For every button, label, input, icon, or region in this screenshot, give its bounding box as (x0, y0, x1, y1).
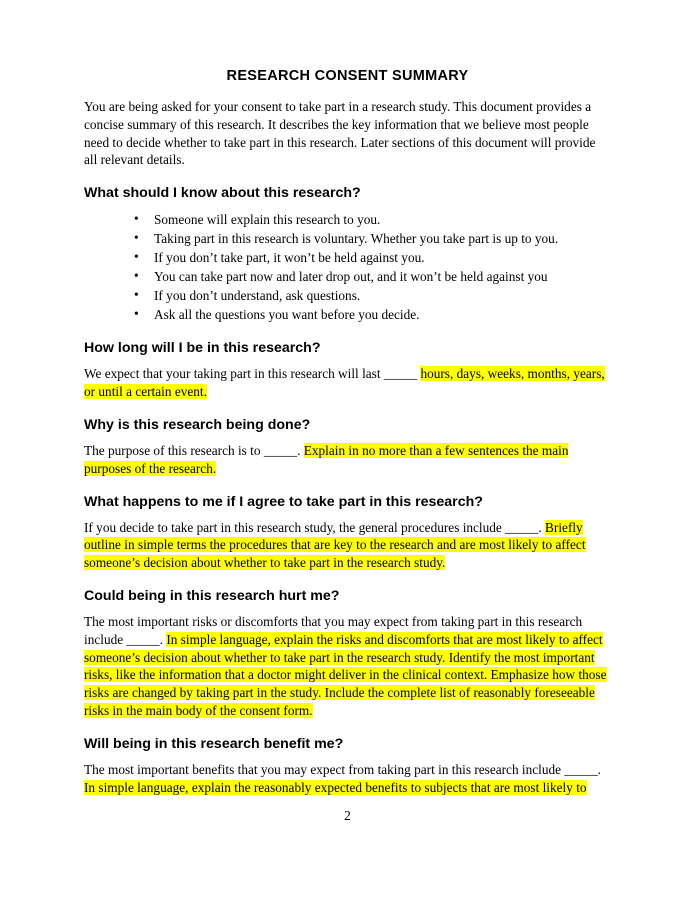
list-item: • You can take part now and later drop out, and it won’t be held against you (134, 267, 611, 286)
lead-text: The most important risks or discomforts that you may expect from taking part in this research include _____. (84, 613, 583, 647)
section-heading-what-should-i-know: What should I know about this research? (84, 185, 361, 202)
section-body-benefit-me (84, 761, 611, 797)
lead-text: The most important benefits that you may expect from taking part in this research include _____. (84, 761, 601, 777)
page-number: 2 (344, 808, 351, 823)
highlight-text: Explain in no more than a few sentences the main purposes of the research. (84, 442, 569, 476)
highlight-text: In simple language, explain the reasonably expected benefits to subjects that are most likely to (84, 779, 587, 795)
lead-text: If you decide to take part in this research study, the general procedures include _____. (84, 519, 542, 535)
list-item: • If you don’t understand, ask questions. (134, 286, 611, 305)
list-item: • Ask all the questions you want before you decide. (134, 305, 611, 324)
bullet-list-what-should-i-know (84, 210, 611, 324)
section-body-could-hurt-me (84, 613, 611, 720)
section-body-what-happens (84, 519, 611, 572)
highlight-text: In simple language, explain the risks and discomforts that are most likely to affect someone’s decision about whether to take part in the research study. Identify the most important risks, like the information that a doctor might deliver in the clinical context. Emphasize how those risks are changed by taking part in the study. Include the complete list of reasonably foreseeable risks in the main body of the consent form. (84, 631, 607, 718)
section-body-why-research (84, 442, 611, 478)
section-heading-benefit-me: Will being in this research benefit me? (84, 735, 344, 752)
lead-text: We expect that your taking part in this research will last _____ (84, 366, 418, 382)
highlight-text: Briefly outline in simple terms the procedures that are key to the research and are most likely to affect someone’s decision about whether to take part in the research study. (84, 519, 586, 571)
section-heading-could-hurt-me: Could being in this research hurt me? (84, 587, 340, 604)
list-item: • If you don’t take part, it won’t be held against you. (134, 248, 611, 267)
lead-text: The purpose of this research is to _____. (84, 442, 301, 458)
highlight-text: hours, days, weeks, months, years, or until a certain event. (84, 366, 605, 400)
list-item: • Someone will explain this research to you. (134, 210, 611, 229)
intro-paragraph: You are being asked for your consent to take part in a research study. This document provides a concise summary of this research. It describes the key information that we believe most people need to decide whether to take part in this research. Later sections of this document will provide all relevant details. (84, 99, 596, 168)
page-title: RESEARCH CONSENT SUMMARY (226, 68, 469, 84)
section-heading-why-research: Why is this research being done? (84, 416, 311, 433)
section-heading-what-happens: What happens to me if I agree to take part in this research? (84, 493, 483, 510)
section-heading-how-long: How long will I be in this research? (84, 340, 321, 357)
section-body-how-long (84, 365, 611, 401)
list-item: • Taking part in this research is voluntary. Whether you take part is up to you. (134, 229, 611, 248)
